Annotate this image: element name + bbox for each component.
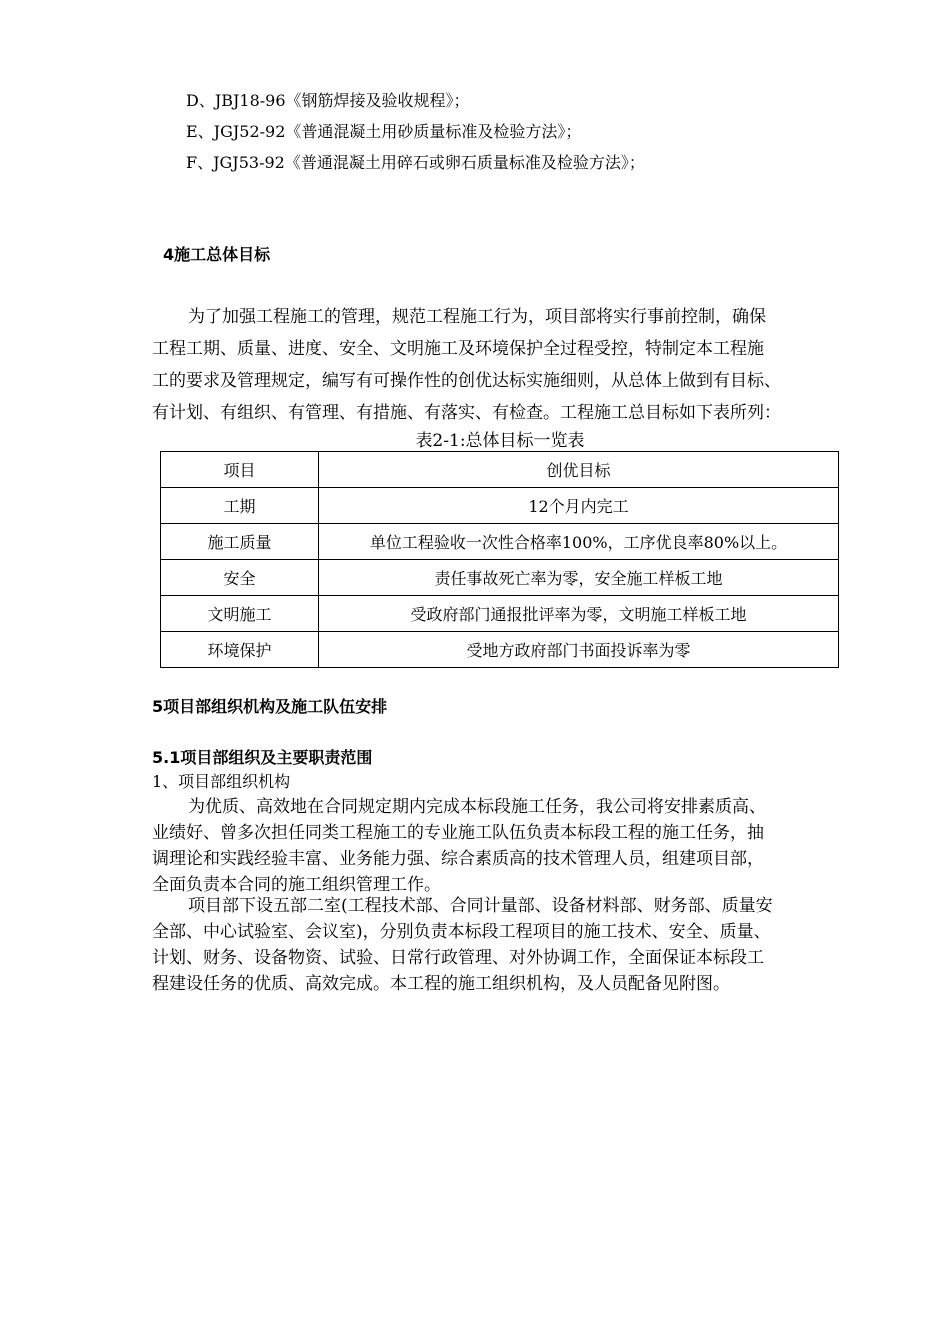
paragraph-line: 工的要求及管理规定，编写有可操作性的创优达标实施细则，从总体上做到有目标、 — [152, 371, 781, 391]
table-row — [161, 632, 839, 668]
paragraph-line: 工程工期、质量、进度、安全、文明施工及环境保护全过程受控，特制定本工程施 — [152, 339, 764, 359]
paragraph-line: 计划、财务、设备物资、试验、日常行政管理、对外协调工作，全面保证本标段工 — [152, 948, 764, 968]
item-1-label: 1、项目部组织机构 — [152, 772, 291, 791]
paragraph-line: 调理论和实践经验丰富、业务能力强、综合素质高的技术管理人员，组建项目部， — [152, 849, 764, 869]
table-row — [161, 488, 839, 524]
table-cell: 施工质量 — [161, 524, 319, 560]
table-cell: 工期 — [161, 488, 319, 524]
table-cell: 受地方政府部门书面投诉率为零 — [319, 632, 839, 668]
paragraph-line: 全部、中心试验室、会议室)，分别负责本标段工程项目的施工技术、安全、质量、 — [152, 922, 771, 942]
table-cell: 安全 — [161, 560, 319, 596]
table-cell: 责任事故死亡率为零，安全施工样板工地 — [319, 560, 839, 596]
table-row — [161, 560, 839, 596]
table-header-cell: 项目 — [161, 452, 319, 488]
paragraph-line: 有计划、有组织、有管理、有措施、有落实、有检查。工程施工总目标如下表所列： — [152, 403, 781, 423]
paragraph-line: 为优质、高效地在合同规定期内完成本标段施工任务，我公司将安排素质高、 — [188, 797, 766, 817]
table-row — [161, 596, 839, 632]
table-cell: 受政府部门通报批评率为零，文明施工样板工地 — [319, 596, 839, 632]
reference-item-e: E、JGJ52-92《普通混凝土用砂质量标准及检验方法》； — [186, 122, 582, 141]
section-5-paragraph-1 — [152, 794, 852, 898]
section-5-paragraph-2 — [152, 893, 852, 997]
table-cell: 环境保护 — [161, 632, 319, 668]
paragraph-line: 程建设任务的优质、高效完成。本工程的施工组织机构，及人员配备见附图。 — [152, 974, 730, 994]
paragraph-line: 项目部下设五部二室(工程技术部、合同计量部、设备材料部、财务部、质量安 — [188, 896, 773, 916]
table-cell: 单位工程验收一次性合格率100%，工序优良率80%以上。 — [319, 524, 839, 560]
section-4-heading: 4施工总体目标 — [163, 245, 271, 264]
table-header-cell: 创优目标 — [319, 452, 839, 488]
table-cell: 文明施工 — [161, 596, 319, 632]
paragraph-line: 全面负责本合同的施工组织管理工作。 — [152, 875, 441, 895]
goals-table — [160, 451, 839, 668]
reference-item-f: F、JGJ53-92《普通混凝土用碎石或卵石质量标准及检验方法》； — [186, 153, 645, 172]
table-caption: 表2-1:总体目标一览表 — [415, 431, 585, 451]
table-row — [161, 524, 839, 560]
section-4-paragraph — [152, 301, 852, 429]
table-cell: 12个月内完工 — [319, 488, 839, 524]
table-header-row — [161, 452, 839, 488]
section-5-1-heading: 5.1项目部组织及主要职责范围 — [152, 748, 373, 767]
paragraph-line: 业绩好、曾多次担任同类工程施工的专业施工队伍负责本标段工程的施工任务，抽 — [152, 823, 764, 843]
section-5-heading: 5项目部组织机构及施工队伍安排 — [152, 697, 388, 716]
paragraph-line: 为了加强工程施工的管理，规范工程施工行为，项目部将实行事前控制，确保 — [188, 307, 766, 327]
reference-item-d: D、JBJ18-96《钢筋焊接及验收规程》； — [186, 91, 470, 110]
